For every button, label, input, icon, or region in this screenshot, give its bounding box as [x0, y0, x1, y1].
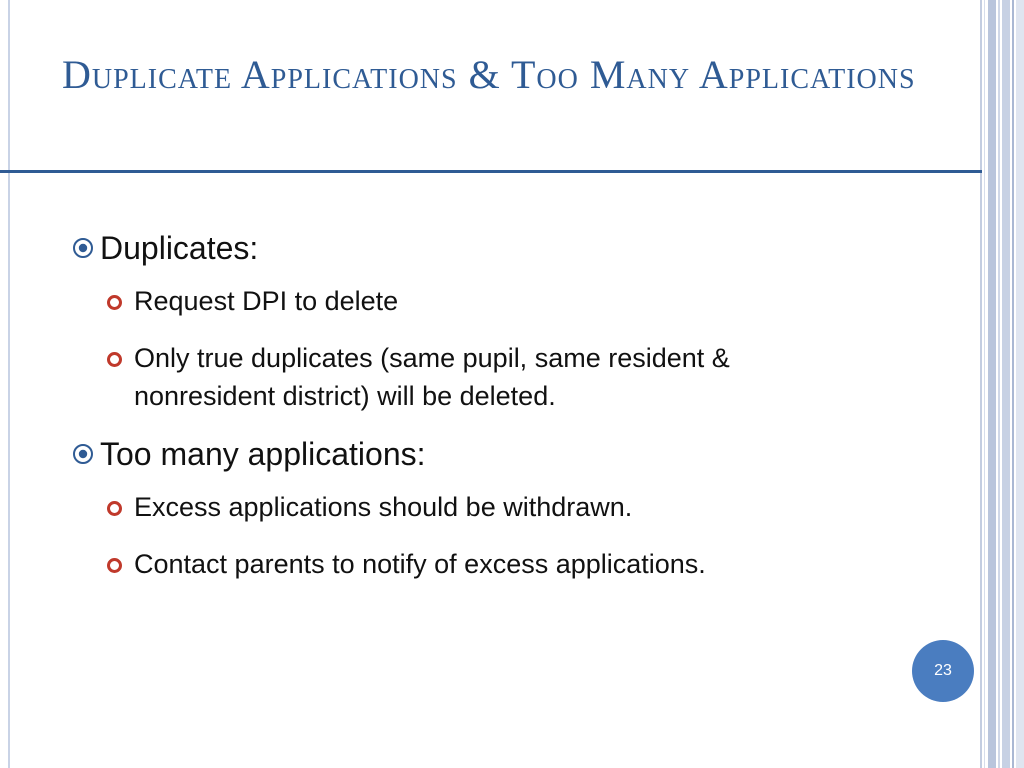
bullet-level1 — [70, 434, 930, 474]
circled-dot-icon — [72, 237, 94, 259]
stripe — [1016, 0, 1024, 768]
bullet-level2 — [70, 545, 930, 583]
stripe — [988, 0, 996, 768]
bullet-level2 — [70, 339, 930, 415]
ring-icon — [106, 351, 123, 368]
bullet-text: Only true duplicates (same pupil, same resident & nonresident district) will be deleted. — [134, 343, 730, 411]
stripe — [980, 0, 982, 768]
slide-title: Duplicate Applications & Too Many Applications — [62, 52, 916, 97]
bullet-level1 — [70, 228, 930, 268]
section-heading: Duplicates: — [100, 230, 259, 266]
ring-icon — [106, 500, 123, 517]
page-number-badge: 23 — [912, 640, 974, 702]
ring-icon — [106, 294, 123, 311]
circled-dot-icon — [72, 443, 94, 465]
bullet-text: Contact parents to notify of excess applications. — [134, 549, 706, 579]
section-heading: Too many applications: — [100, 436, 426, 472]
stripe — [984, 0, 985, 768]
bullet-level2 — [70, 282, 930, 320]
bullet-text: Request DPI to delete — [134, 286, 399, 316]
stripe — [1002, 0, 1010, 768]
bullet-text: Excess applications should be withdrawn. — [134, 492, 633, 522]
bullet-level2 — [70, 488, 930, 526]
slide-body — [70, 228, 930, 602]
stripe — [1012, 0, 1014, 768]
stripe — [998, 0, 1000, 768]
title-underline — [0, 170, 982, 173]
left-border-line — [8, 0, 10, 768]
ring-icon — [106, 557, 123, 574]
right-decorative-stripes — [980, 0, 1024, 768]
